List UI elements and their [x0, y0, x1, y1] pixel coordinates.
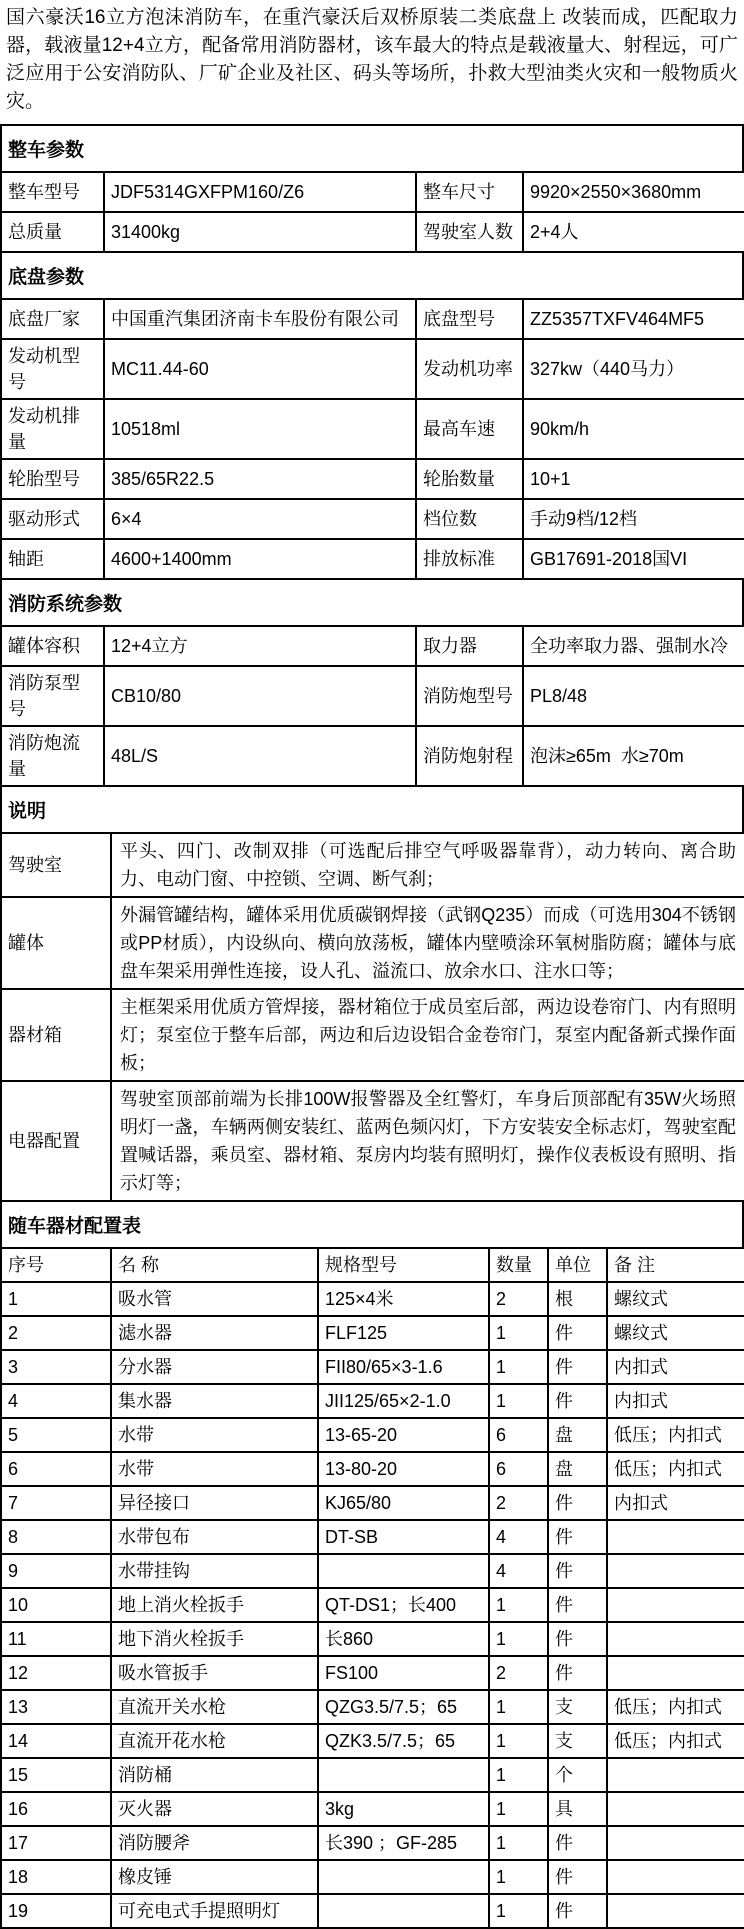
param-label: 消防炮型号 [416, 666, 523, 726]
equipment-row [1, 1350, 744, 1384]
equipment-index: 3 [1, 1350, 111, 1384]
equipment-name: 地上消火栓扳手 [111, 1588, 318, 1622]
equipment-unit: 根 [548, 1282, 607, 1316]
equipment-row [1, 1554, 744, 1588]
equipment-qty: 1 [489, 1792, 548, 1826]
equipment-name: 可充电式手提照明灯 [111, 1894, 318, 1928]
equipment-qty: 4 [489, 1520, 548, 1554]
equipment-remark [607, 1520, 744, 1554]
equipment-name: 消防桶 [111, 1758, 318, 1792]
param-value: MC11.44-60 [104, 339, 416, 399]
equipment-row [1, 1520, 744, 1554]
equipment-unit: 件 [548, 1860, 607, 1894]
param-label: 底盘厂家 [1, 299, 104, 339]
equipment-remark: 内扣式 [607, 1384, 744, 1418]
param-value: CB10/80 [104, 666, 416, 726]
equipment-index: 12 [1, 1656, 111, 1690]
equipment-spec: 125×4米 [318, 1282, 489, 1316]
equipment-remark: 低压；内扣式 [607, 1452, 744, 1486]
equipment-qty: 6 [489, 1452, 548, 1486]
param-row [1, 212, 744, 252]
equipment-index: 5 [1, 1418, 111, 1452]
notes-row [1, 833, 744, 897]
equipment-spec: 长860 [318, 1622, 489, 1656]
param-value: 6×4 [104, 499, 416, 539]
param-label: 消防炮射程 [416, 726, 523, 786]
equipment-unit: 件 [548, 1554, 607, 1588]
equipment-row [1, 1860, 744, 1894]
notes-text: 平头、四门、改制双排（可选配后排空气呼吸器靠背），动力转向、离合助力、电动门窗、中控锁、空调、断气刹； [111, 833, 744, 897]
equipment-header-qty: 数量 [489, 1248, 548, 1282]
param-label: 驾驶室人数 [416, 212, 523, 252]
param-label: 消防泵型号 [1, 666, 104, 726]
equipment-spec [318, 1860, 489, 1894]
equipment-spec: FS100 [318, 1656, 489, 1690]
param-row [1, 539, 744, 579]
equipment-index: 16 [1, 1792, 111, 1826]
param-value: 31400kg [104, 212, 416, 252]
equipment-index: 19 [1, 1894, 111, 1928]
equipment-remark [607, 1588, 744, 1622]
equipment-remark [607, 1826, 744, 1860]
param-value: 中国重汽集团济南卡车股份有限公司 [104, 299, 416, 339]
equipment-row [1, 1826, 744, 1860]
param-row [1, 339, 744, 399]
notes-row [1, 989, 744, 1081]
equipment-qty: 1 [489, 1826, 548, 1860]
param-value: 泡沫≥65m 水≥70m [523, 726, 744, 786]
equipment-name: 直流开花水枪 [111, 1724, 318, 1758]
equipment-row [1, 1758, 744, 1792]
param-label: 整车型号 [1, 172, 104, 212]
equipment-spec: FLF125 [318, 1316, 489, 1350]
param-value: JDF5314GXFPM160/Z6 [104, 172, 416, 212]
equipment-index: 11 [1, 1622, 111, 1656]
section-title-notes: 说明 [0, 785, 744, 834]
param-row [1, 299, 744, 339]
equipment-row [1, 1452, 744, 1486]
equipment-remark: 内扣式 [607, 1486, 744, 1520]
param-label: 发动机型号 [1, 339, 104, 399]
notes-label: 器材箱 [1, 989, 111, 1081]
equipment-index: 17 [1, 1826, 111, 1860]
equipment-header-index: 序号 [1, 1248, 111, 1282]
equipment-name: 异径接口 [111, 1486, 318, 1520]
equipment-remark: 低压；内扣式 [607, 1724, 744, 1758]
equipment-header-remark: 备 注 [607, 1248, 744, 1282]
param-value: 90km/h [523, 399, 744, 459]
equipment-name: 橡皮锤 [111, 1860, 318, 1894]
param-row [1, 666, 744, 726]
notes-table [0, 832, 744, 1202]
equipment-spec [318, 1894, 489, 1928]
section-title-vehicle-params: 整车参数 [0, 124, 744, 173]
equipment-header-name: 名 称 [111, 1248, 318, 1282]
section-title-chassis-params: 底盘参数 [0, 251, 744, 300]
equipment-unit: 支 [548, 1690, 607, 1724]
param-value: 10+1 [523, 459, 744, 499]
equipment-remark: 内扣式 [607, 1350, 744, 1384]
notes-text: 主框架采用优质方管焊接，器材箱位于成员室后部，两边设卷帘门、内有照明灯；泵室位于整车后部，两边和后边设铝合金卷帘门，泵室内配备新式操作面板； [111, 989, 744, 1081]
equipment-qty: 1 [489, 1860, 548, 1894]
equipment-qty: 1 [489, 1622, 548, 1656]
equipment-header-spec: 规格型号 [318, 1248, 489, 1282]
equipment-remark [607, 1622, 744, 1656]
equipment-name: 滤水器 [111, 1316, 318, 1350]
param-value: GB17691-2018国VI [523, 539, 744, 579]
equipment-qty: 2 [489, 1656, 548, 1690]
notes-label: 罐体 [1, 897, 111, 989]
param-label: 罐体容积 [1, 626, 104, 666]
equipment-row [1, 1792, 744, 1826]
equipment-qty: 2 [489, 1486, 548, 1520]
equipment-row [1, 1384, 744, 1418]
equipment-qty: 1 [489, 1316, 548, 1350]
equipment-unit: 件 [548, 1384, 607, 1418]
section-title-equipment-table: 随车器材配置表 [0, 1200, 744, 1249]
equipment-qty: 1 [489, 1350, 548, 1384]
equipment-header-unit: 单位 [548, 1248, 607, 1282]
param-row [1, 172, 744, 212]
param-label: 轮胎型号 [1, 459, 104, 499]
equipment-qty: 1 [489, 1758, 548, 1792]
equipment-row [1, 1690, 744, 1724]
section-title-fire-system-params: 消防系统参数 [0, 578, 744, 627]
equipment-spec: QZK3.5/7.5；65 [318, 1724, 489, 1758]
equipment-header-row [1, 1248, 744, 1282]
param-label: 总质量 [1, 212, 104, 252]
param-row [1, 626, 744, 666]
vehicle-params-table [0, 171, 744, 253]
equipment-index: 9 [1, 1554, 111, 1588]
param-value: 10518ml [104, 399, 416, 459]
equipment-qty: 1 [489, 1690, 548, 1724]
equipment-unit: 具 [548, 1792, 607, 1826]
notes-row [1, 897, 744, 989]
equipment-index: 15 [1, 1758, 111, 1792]
equipment-qty: 2 [489, 1282, 548, 1316]
param-value: PL8/48 [523, 666, 744, 726]
param-value: ZZ5357TXFV464MF5 [523, 299, 744, 339]
equipment-spec: 13-80-20 [318, 1452, 489, 1486]
equipment-unit: 盘 [548, 1452, 607, 1486]
equipment-row [1, 1588, 744, 1622]
param-label: 排放标准 [416, 539, 523, 579]
equipment-qty: 1 [489, 1894, 548, 1928]
equipment-index: 8 [1, 1520, 111, 1554]
equipment-spec: DT-SB [318, 1520, 489, 1554]
param-value: 手动9档/12档 [523, 499, 744, 539]
param-row [1, 459, 744, 499]
equipment-unit: 件 [548, 1350, 607, 1384]
equipment-row [1, 1418, 744, 1452]
param-value: 9920×2550×3680mm [523, 172, 744, 212]
param-label: 轴距 [1, 539, 104, 579]
equipment-name: 灭火器 [111, 1792, 318, 1826]
intro-paragraph: 国六豪沃16立方泡沫消防车，在重汽豪沃后双桥原装二类底盘上 改装而成，匹配取力器，载液量12+4立方，配备常用消防器材，该车最大的特点是载液量大、射程远，可广泛应用于公安消防队、厂矿企业及社区、码头等场所，扑救大型油类火灾和一般物质火灾。 [6, 7, 738, 112]
chassis-params-table [0, 298, 744, 580]
equipment-name: 吸水管扳手 [111, 1656, 318, 1690]
equipment-remark: 低压；内扣式 [607, 1690, 744, 1724]
equipment-unit: 支 [548, 1724, 607, 1758]
param-value: 385/65R22.5 [104, 459, 416, 499]
equipment-name: 吸水管 [111, 1282, 318, 1316]
equipment-spec: QT-DS1；长400 [318, 1588, 489, 1622]
equipment-spec: JII125/65×2-1.0 [318, 1384, 489, 1418]
equipment-index: 13 [1, 1690, 111, 1724]
equipment-name: 水带 [111, 1418, 318, 1452]
param-value: 12+4立方 [104, 626, 416, 666]
equipment-spec: QZG3.5/7.5；65 [318, 1690, 489, 1724]
param-row [1, 499, 744, 539]
fire-system-params-table [0, 625, 744, 787]
equipment-qty: 6 [489, 1418, 548, 1452]
equipment-remark [607, 1758, 744, 1792]
equipment-qty: 4 [489, 1554, 548, 1588]
param-row [1, 726, 744, 786]
param-label: 消防炮流量 [1, 726, 104, 786]
equipment-remark [607, 1554, 744, 1588]
equipment-unit: 件 [548, 1588, 607, 1622]
equipment-row [1, 1656, 744, 1690]
equipment-remark: 螺纹式 [607, 1282, 744, 1316]
equipment-spec: 13-65-20 [318, 1418, 489, 1452]
equipment-name: 集水器 [111, 1384, 318, 1418]
equipment-unit: 件 [548, 1622, 607, 1656]
param-label: 驱动形式 [1, 499, 104, 539]
equipment-row [1, 1724, 744, 1758]
equipment-spec [318, 1554, 489, 1588]
equipment-index: 2 [1, 1316, 111, 1350]
equipment-name: 水带 [111, 1452, 318, 1486]
equipment-unit: 件 [548, 1486, 607, 1520]
param-value: 48L/S [104, 726, 416, 786]
equipment-name: 地下消火栓扳手 [111, 1622, 318, 1656]
equipment-row [1, 1282, 744, 1316]
equipment-unit: 件 [548, 1520, 607, 1554]
equipment-row [1, 1622, 744, 1656]
equipment-unit: 件 [548, 1316, 607, 1350]
notes-text: 驾驶室顶部前端为长排100W报警器及全红警灯，车身后顶部配有35W火场照明灯一盏，车辆两侧安装红、蓝两色频闪灯，下方安装安全标志灯，驾驶室配置喊话器，乘员室、器材箱、泵房内均装有照明灯，操作仪表板设有照明、指示灯等； [111, 1081, 744, 1201]
equipment-name: 水带挂钩 [111, 1554, 318, 1588]
param-label: 轮胎数量 [416, 459, 523, 499]
equipment-remark [607, 1894, 744, 1928]
equipment-name: 分水器 [111, 1350, 318, 1384]
equipment-index: 14 [1, 1724, 111, 1758]
equipment-qty: 1 [489, 1384, 548, 1418]
equipment-remark: 低压；内扣式 [607, 1418, 744, 1452]
param-value: 2+4人 [523, 212, 744, 252]
notes-text: 外漏管罐结构，罐体采用优质碳钢焊接（武钢Q235）而成（可选用304不锈钢或PP材质），内设纵向、横向放荡板，罐体内壁喷涂环氧树脂防腐；罐体与底盘车架采用弹性连接，设人孔、溢流口、放余水口、注水口等； [111, 897, 744, 989]
equipment-index: 18 [1, 1860, 111, 1894]
equipment-index: 6 [1, 1452, 111, 1486]
equipment-remark [607, 1792, 744, 1826]
equipment-index: 10 [1, 1588, 111, 1622]
param-value: 全功率取力器、强制水冷 [523, 626, 744, 666]
equipment-table [0, 1247, 744, 1929]
equipment-unit: 盘 [548, 1418, 607, 1452]
param-label: 发动机排量 [1, 399, 104, 459]
notes-label: 电器配置 [1, 1081, 111, 1201]
equipment-spec: 长390 ；GF-285 [318, 1826, 489, 1860]
param-label: 整车尺寸 [416, 172, 523, 212]
param-row [1, 399, 744, 459]
equipment-index: 4 [1, 1384, 111, 1418]
equipment-name: 消防腰斧 [111, 1826, 318, 1860]
equipment-spec: FII80/65×3-1.6 [318, 1350, 489, 1384]
equipment-qty: 1 [489, 1724, 548, 1758]
param-label: 取力器 [416, 626, 523, 666]
param-label: 发动机功率 [416, 339, 523, 399]
param-label: 底盘型号 [416, 299, 523, 339]
param-label: 档位数 [416, 499, 523, 539]
equipment-name: 水带包布 [111, 1520, 318, 1554]
equipment-index: 1 [1, 1282, 111, 1316]
param-value: 4600+1400mm [104, 539, 416, 579]
equipment-name: 直流开关水枪 [111, 1690, 318, 1724]
equipment-spec: 3kg [318, 1792, 489, 1826]
equipment-unit: 个 [548, 1758, 607, 1792]
param-label: 最高车速 [416, 399, 523, 459]
equipment-row [1, 1894, 744, 1928]
equipment-qty: 1 [489, 1588, 548, 1622]
notes-label: 驾驶室 [1, 833, 111, 897]
equipment-spec: KJ65/80 [318, 1486, 489, 1520]
param-value: 327kw（440马力） [523, 339, 744, 399]
equipment-remark [607, 1860, 744, 1894]
equipment-unit: 件 [548, 1826, 607, 1860]
equipment-spec [318, 1758, 489, 1792]
equipment-unit: 件 [548, 1656, 607, 1690]
equipment-remark [607, 1656, 744, 1690]
equipment-unit: 件 [548, 1894, 607, 1928]
equipment-remark: 螺纹式 [607, 1316, 744, 1350]
equipment-row [1, 1316, 744, 1350]
equipment-row [1, 1486, 744, 1520]
notes-row [1, 1081, 744, 1201]
equipment-index: 7 [1, 1486, 111, 1520]
